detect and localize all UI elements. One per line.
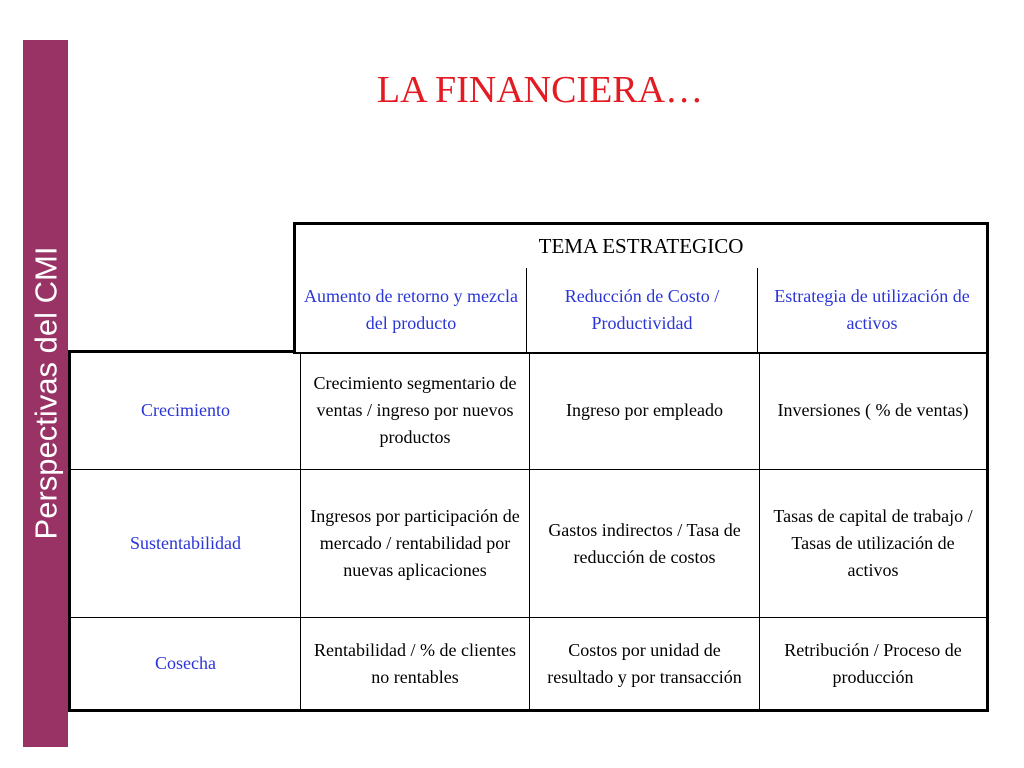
table-cell: Retribución / Proceso de producción [784,639,962,687]
table-cell: Rentabilidad / % de clientes no rentables [301,618,530,709]
row-header: Sustentabilidad [71,470,301,617]
table-cell: Costos por unidad de resultado y por transacción [530,618,760,709]
table-cell: Tasas de capital de trabajo / Tasas de utilización de activos [773,506,973,580]
table-row [71,470,986,618]
table-row [71,352,986,470]
column-header: Estrategia de utilización de activos [774,286,970,333]
table-cell: Crecimiento segmentario de ventas / ingreso por nuevos productos [301,352,530,469]
table-cell: Inversiones ( % de ventas) [777,400,969,420]
slide-title: LA FINANCIERA… [376,69,704,111]
table-cell: Ingresos por participación de mercado / rentabilidad por nuevas aplicaciones [301,470,530,617]
table-column-headers [293,268,989,354]
column-header: Reducción de Costo / Productividad [527,268,758,352]
column-header: Aumento de retorno y mezcla del producto [296,268,527,352]
side-label: Perspectivas del CMI [28,246,63,540]
table-cell: Gastos indirectos / Tasa de reducción de costos [530,470,760,617]
table-group-header: TEMA ESTRATEGICO [293,222,989,271]
table-cell: Ingreso por empleado [530,352,760,469]
row-header: Cosecha [71,618,301,709]
table-row [71,618,986,709]
table-body [68,352,989,712]
row-header: Crecimiento [71,352,301,469]
table-border [68,350,71,712]
